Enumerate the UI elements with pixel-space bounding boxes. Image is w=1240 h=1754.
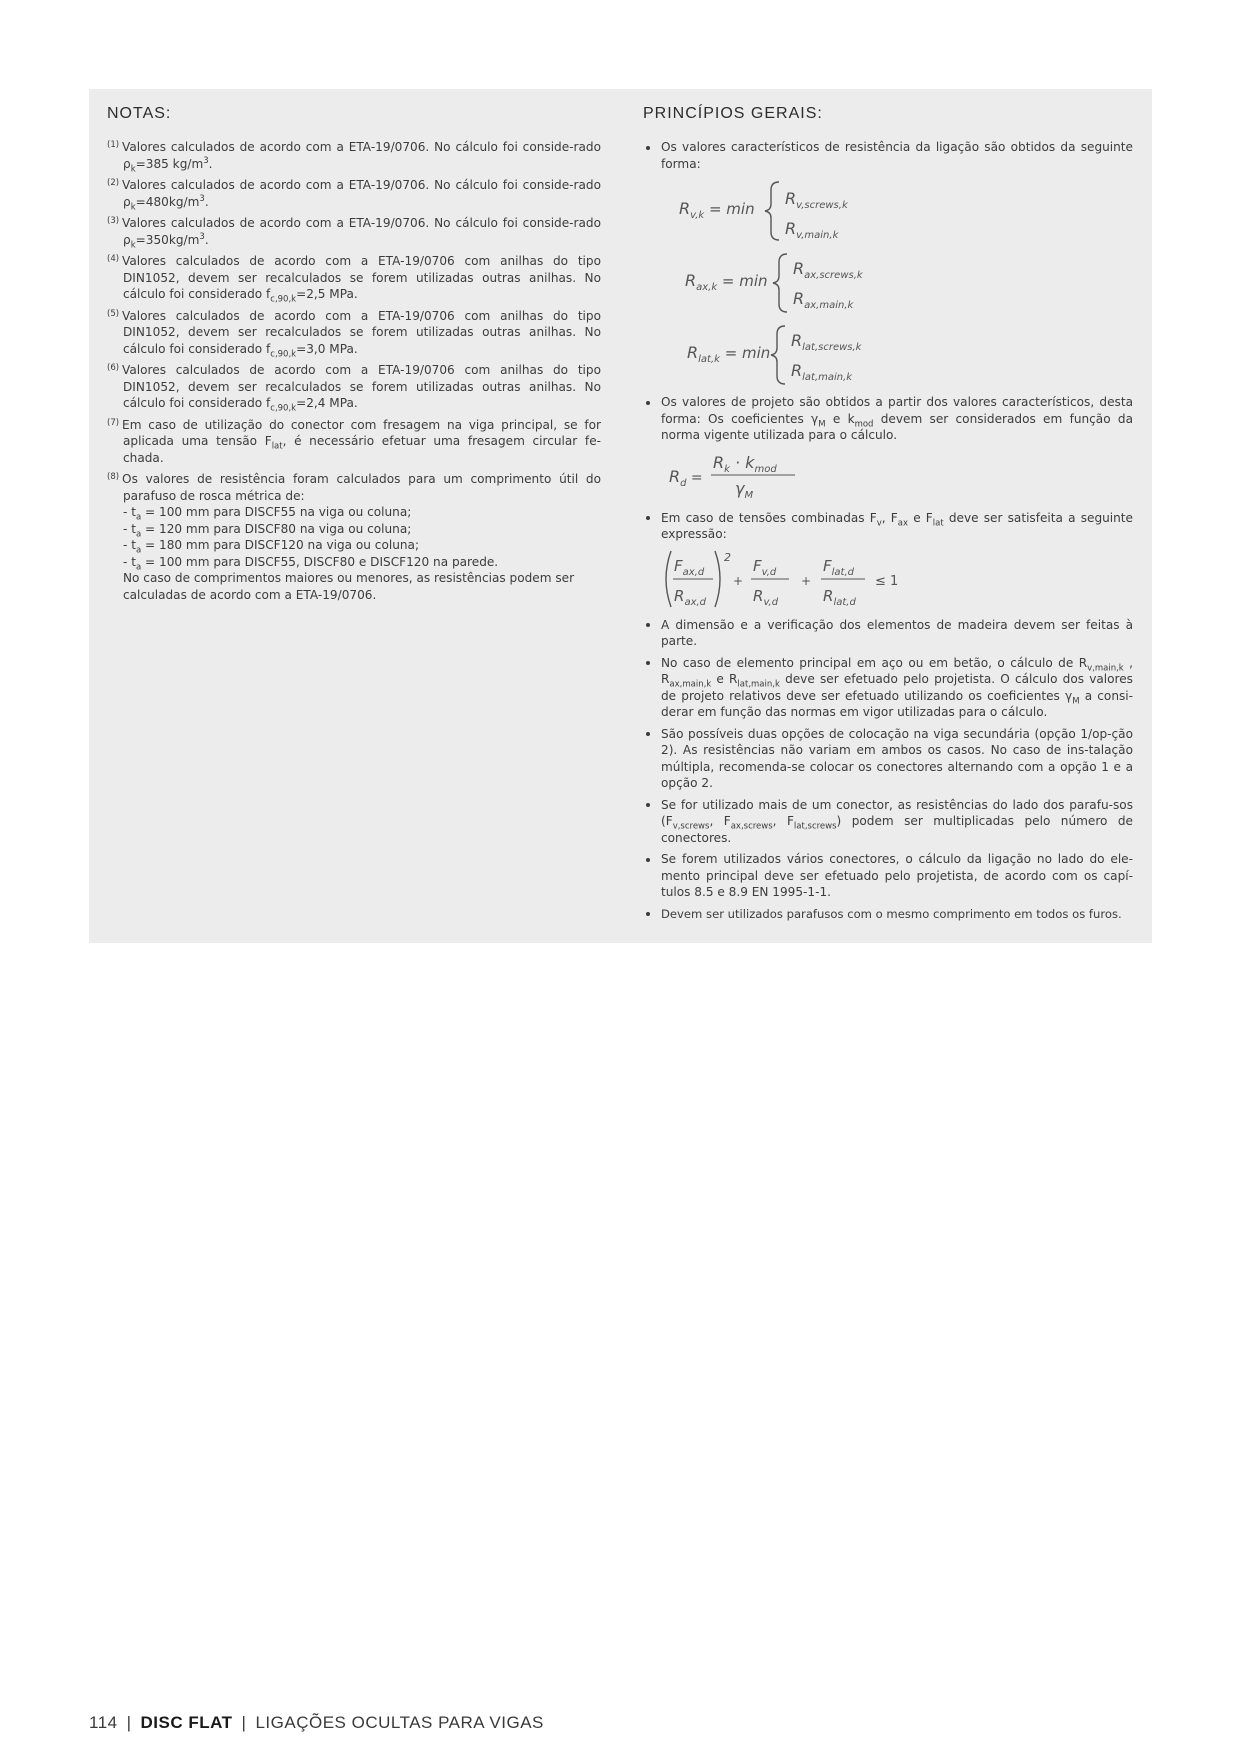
formula-rvk [679, 178, 1133, 242]
principle-4: A dimensão e a verificação dos elementos de madeira devem ser feitas à parte. [643, 617, 1133, 650]
svg-text:+: + [801, 573, 812, 588]
note-3: $^{(3)}$ Valores calculados de acordo com a ETA-19/0706. No cálculo foi conside-rado $\rho_k=350kg/m^3$. [107, 216, 601, 250]
page-footer: 114 | DISC FLAT | LIGAÇÕES OCULTAS PARA VIGAS [89, 1713, 544, 1732]
svg-text:Rlat,main,k: $R_{lat,main,k}$ [791, 361, 853, 383]
note-8: $^{(8)}$ Os valores de resistência foram calculados para um comprimento útil do parafuso de rosca métrica de: - $t_a = 100$ mm para DISCF55 na viga ou coluna; - $t_a = 120$ mm para DISCF80 na viga ou coluna; - $t_a = 180$ mm para DISCF120 na viga ou coluna; - $t_a = 100$ mm para DISCF55, DISCF80 e DISCF120 na parede. No caso de comprimentos maiores ou menores, as resistências podem ser calculadas de acordo com a ETA-19/0706. [107, 472, 601, 602]
svg-text:+: + [733, 573, 744, 588]
svg-text:Rv,main,k: $R_{v,main,k}$ [785, 219, 839, 241]
svg-text:≤ 1: ≤ 1 [875, 573, 899, 589]
principles-title: PRINCÍPIOS GERAIS: [643, 105, 823, 122]
svg-text:Rax,screws,k: $R_{ax,screws,k}$ [793, 259, 863, 281]
svg-text:Rk · kmod: $R_k \cdot k_{mod}$ [713, 452, 777, 475]
note-8-closing: No caso de comprimentos maiores ou menores, as resistências podem ser calculadas de acordo com a ETA-19/0706. [123, 571, 575, 602]
formula-rlatk [687, 322, 1133, 386]
svg-text:Rv,d: $R_{v,d}$ [753, 586, 779, 608]
notes-list [107, 139, 601, 608]
note-5: $^{(5)}$ Valores calculados de acordo com a ETA-19/0706 com anilhas do tipo DIN1052, devem ser recalculados se forem utilizadas outras anilhas. No cálculo foi considerado $f_{c,90,k}=3,0$ MPa. [107, 308, 601, 359]
principle-6: São possíveis duas opções de colocação na viga secundária (opção 1/op-ção 2). As resistências não variam em ambos os casos. No caso de ins-talação múltipla, recomenda-se colocar os conectores alternando com a opção 1 e a opção 2. [643, 726, 1133, 792]
note-4: $^{(4)}$ Valores calculados de acordo com a ETA-19/0706 com anilhas do tipo DIN1052, devem ser recalculados se forem utilizadas outras anilhas. No cálculo foi considerado $f_{c,90,k}=2,5$ MPa. [107, 254, 601, 305]
product-name: DISC FLAT [140, 1713, 233, 1732]
principle-3: Em caso de tensões combinadas $F_v$, $F_{ax}$ e $F_{lat}$ deve ser satisfeita a seguinte expressão: $F_{ax,d}$ $R_{ax,d}$ 2 + $F_{v,d}$ $R_{v,d}$ + $F_{lat,d}$ $R_{lat,d}$ ≤ 1 [643, 510, 1133, 609]
principle-7: Se for utilizado mais de um conector, as resistências do lado dos parafu-sos ($F_{v,screws}$, $F_{ax,screws}$, $F_{lat,screws}$) podem ser multiplicadas pelo número de conectores. [643, 797, 1133, 847]
svg-text:Rv,k = min: $R_{v,k} = \min$ [679, 199, 755, 221]
content-panel [89, 89, 1152, 943]
svg-text:Rlat,screws,k: $R_{lat,screws,k}$ [791, 331, 862, 353]
formula-raxk [685, 250, 1133, 314]
svg-text:Rax,main,k: $R_{ax,main,k}$ [793, 289, 854, 311]
principle-2: Os valores de projeto são obtidos a partir dos valores característicos, desta forma: Os coeficientes $\gamma_M$ e $k_{mod}$ devem ser considerados em função da norma vigente utilizada para o cálculo. $R_d$ = $R_k \cdot k_{mod}$ $\gamma_M$ [643, 394, 1133, 502]
principle-1: Os valores característicos de resistência da ligação são obtidos da seguinte forma: $R_{v,k} = \min$ $R_{v,screws,k}$ $R_{v,main,k}$ $R_{ax,k} = \min$ $R_{ax,screws,k}$ $R_{ax,main,k}$ $R_{lat,k} = \min$ $R_{lat,screws,k}$ $R_{lat,main,k}$ [643, 139, 1133, 386]
svg-text:Fax,d: $F_{ax,d}$ [674, 556, 705, 578]
note-6: $^{(6)}$ Valores calculados de acordo com a ETA-19/0706 com anilhas do tipo DIN1052, devem ser recalculados se forem utilizadas outras anilhas. No cálculo foi considerado $f_{c,90,k}=2,4$ MPa. [107, 363, 601, 414]
principle-8: Se forem utilizados vários conectores, o cálculo da ligação no lado do ele-mento principal deve ser efetuado pelo projetista, de acordo com os capí-tulos 8.5 e 8.9 EN 1995-1-1. [643, 851, 1133, 901]
svg-text:Rd =: $R_d$ = [669, 466, 703, 489]
note-8-line: - $t_a = 120$ mm para DISCF80 na viga ou coluna; [123, 521, 412, 539]
page-number: 114 [89, 1713, 118, 1732]
section-name: LIGAÇÕES OCULTAS PARA VIGAS [255, 1713, 544, 1732]
note-8-line: - $t_a = 100$ mm para DISCF55 na viga ou coluna; [123, 505, 412, 523]
svg-text:Rax,k = min: $R_{ax,k} = \min$ [685, 271, 768, 293]
principle-5: No caso de elemento principal em aço ou em betão, o cálculo de $R_{v,main,k}$ , $R_{ax,main,k}$ e $R_{lat,main,k}$ deve ser efetuado pelo projetista. O cálculo dos valores de projeto relativos deve ser efetuado utilizando os coeficientes $\gamma_M$ a consi-derar em função das normas em vigor utilizadas para o cálculo. [643, 655, 1133, 721]
note-1: $^{(1)}$ Valores calculados de acordo com a ETA-19/0706. No cálculo foi conside-rado $\rho_k=385$ $kg/m^3$. [107, 140, 601, 174]
svg-text:Rlat,k = min: $R_{lat,k} = \min$ [687, 343, 771, 365]
svg-text:2: 2 [724, 550, 731, 564]
formula-combined [661, 549, 1133, 609]
svg-text:γM: $\gamma_M$ [735, 478, 754, 501]
svg-text:Rax,d: $R_{ax,d}$ [674, 586, 707, 608]
note-7: $^{(7)}$ Em caso de utilização do conector com fresagem na viga principal, se for aplicada uma tensão $F_{lat}$, é necessário efetuar uma fresagem circular fe-chada. [107, 417, 601, 465]
svg-text:Rv,screws,k: $R_{v,screws,k}$ [785, 189, 848, 211]
svg-text:Rlat,d: $R_{lat,d}$ [823, 586, 856, 608]
principles-list [643, 139, 1133, 927]
svg-text:Fv,d: $F_{v,d}$ [753, 556, 777, 578]
principle-9: Devem ser utilizados parafusos com o mesmo comprimento em todos os furos. [643, 906, 1133, 923]
svg-text:Flat,d: $F_{lat,d}$ [823, 556, 854, 578]
note-2: $^{(2)}$ Valores calculados de acordo com a ETA-19/0706. No cálculo foi conside-rado $\rho_k=480kg/m^3$. [107, 178, 601, 212]
note-8-line: - $t_a = 100$ mm para DISCF55, DISCF80 e DISCF120 na parede. [123, 554, 499, 572]
notes-title: NOTAS: [107, 105, 172, 122]
note-8-line: - $t_a = 180$ mm para DISCF120 na viga ou coluna; [123, 538, 420, 556]
formula-rd [669, 452, 1133, 502]
